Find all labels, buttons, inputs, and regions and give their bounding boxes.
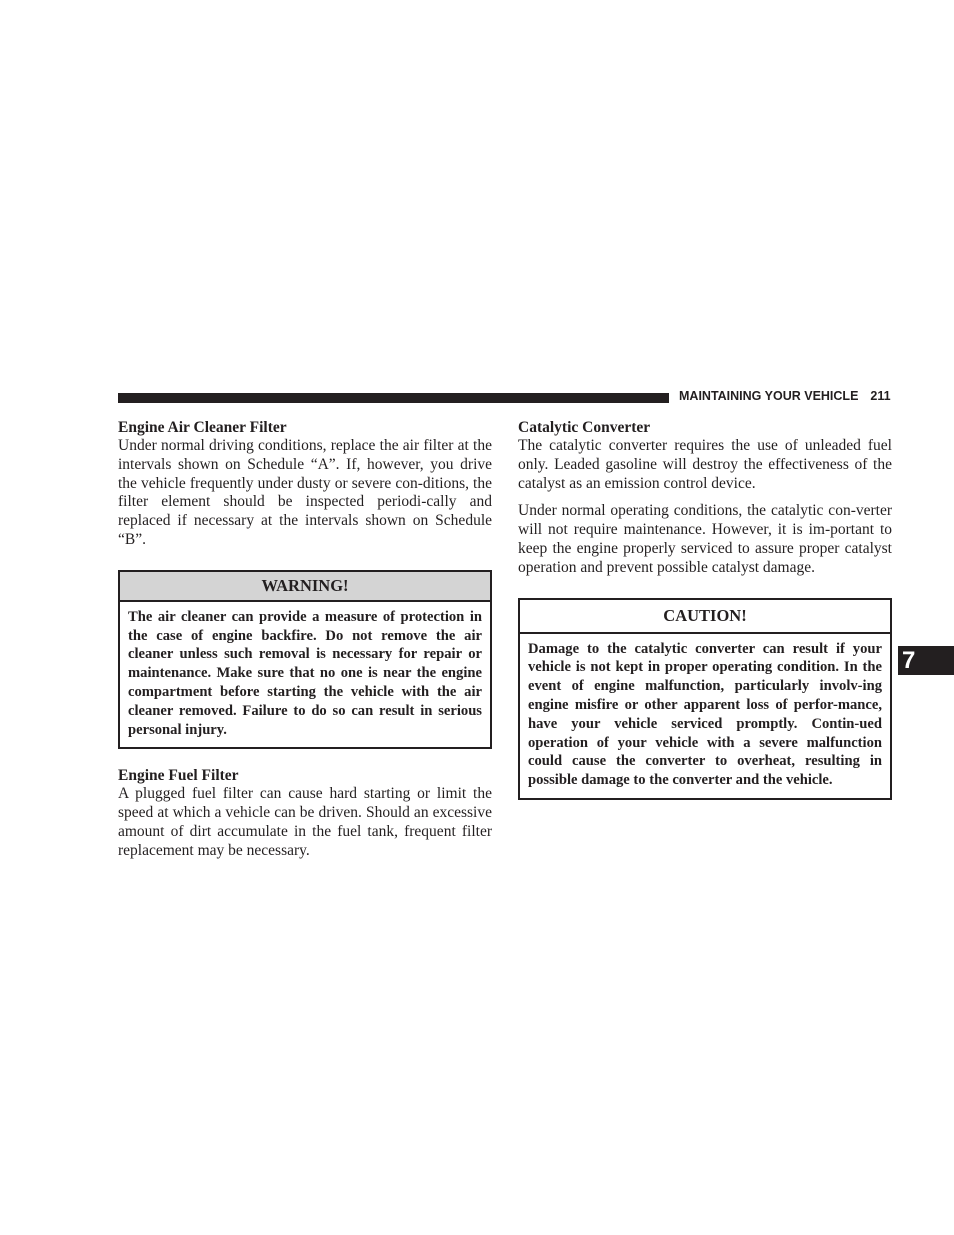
section-title: MAINTAINING YOUR VEHICLE (679, 389, 859, 403)
chapter-tab: 7 (898, 646, 954, 675)
caution-title: CAUTION! (520, 600, 890, 634)
fuel-filter-text: A plugged fuel filter can cause hard starting or limit the speed at which a vehicle can be driven. Should an excessive amount of dirt accumulate in the fuel tank, frequent filter replacement may be necessary. (118, 785, 492, 859)
left-column (118, 418, 492, 861)
caution-text: Damage to the catalytic converter can result if your vehicle is not kept in proper operating condition. In the event of engine malfunction, particularly involv-ing engine misfire or other apparent loss of perfor-mance, have your vehicle serviced promptly. Contin-ued operation of your vehicle with a severe malfunction could cause the converter to overheat, resulting in possible damage to the converter and the vehicle. (528, 640, 882, 789)
warning-title: WARNING! (120, 572, 490, 602)
catalytic-converter-heading: Catalytic Converter (518, 419, 651, 436)
right-column (518, 418, 892, 800)
header-rule (118, 393, 669, 403)
warning-box (118, 570, 492, 750)
catalytic-converter-paragraph-1: The catalytic converter requires the use of unleaded fuel only. Leaded gasoline will destroy the effectiveness of the catalyst as an emission control device. (518, 437, 892, 492)
warning-text: The air cleaner can provide a measure of protection in the case of engine backfire. Do not remove the air cleaner unless such removal is necessary for repair or maintenance. Make sure that no one is near the engine compartment before starting the vehicle with the air cleaner removed. Failure to do so can result in serious personal injury. (128, 608, 482, 738)
air-filter-text: Under normal driving conditions, replace the air filter at the intervals shown on Schedule “A”. If, however, you drive the vehicle frequently under dusty or severe con-ditions, the filter element should be inspected periodi-cally and replaced if necessary at the intervals shown on Schedule “B”. (118, 437, 492, 548)
air-filter-heading: Engine Air Cleaner Filter (118, 419, 287, 436)
page-number: 211 (870, 389, 891, 403)
caution-box (518, 598, 892, 800)
fuel-filter-section (118, 766, 492, 860)
fuel-filter-heading: Engine Fuel Filter (118, 767, 239, 785)
catalytic-converter-paragraph-2: Under normal operating conditions, the catalytic con-verter will not require maintenance. However, it is im-portant to keep the engine properly serviced to assure proper catalyst operation and prevent possible catalyst damage. (518, 502, 892, 576)
running-header (679, 389, 893, 403)
